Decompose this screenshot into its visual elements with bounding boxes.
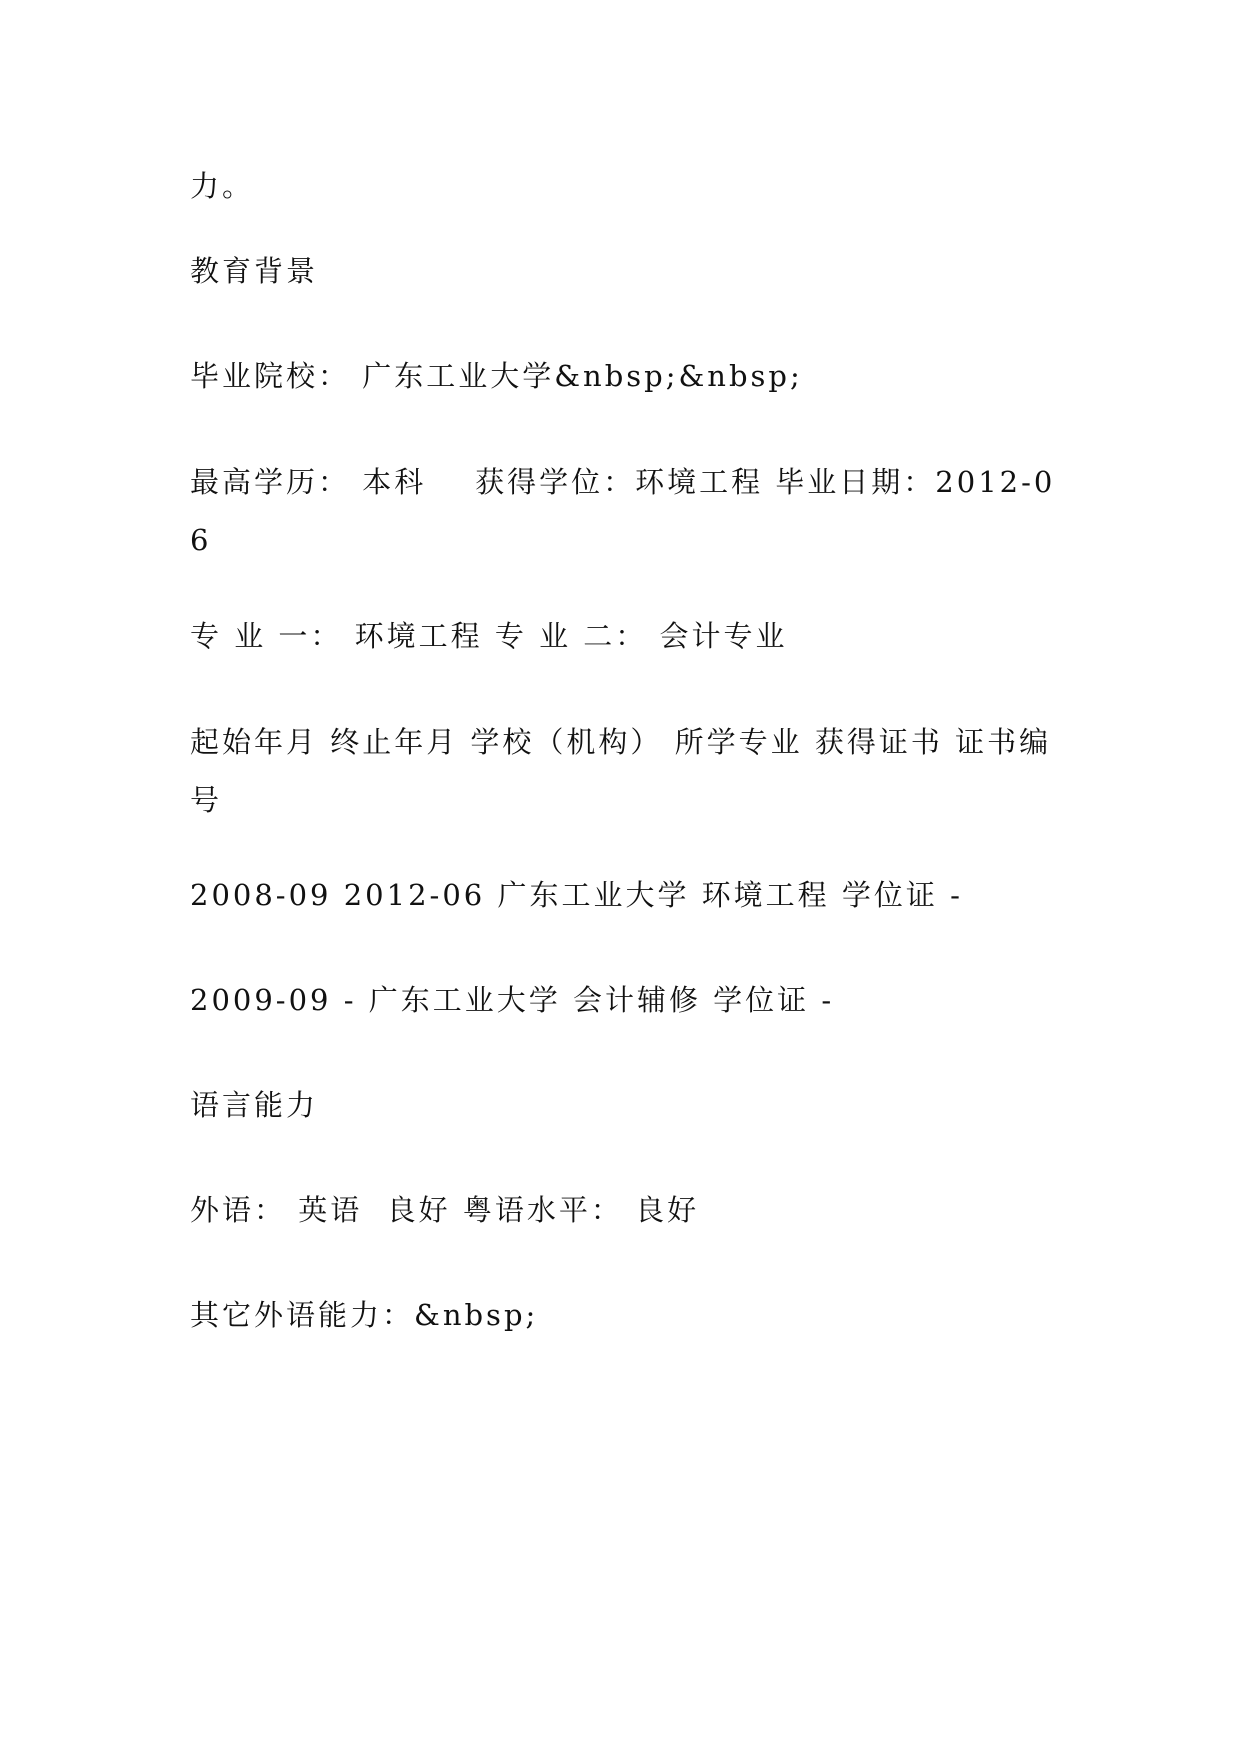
education-row-2: 2009-09 - 广东工业大学 会计辅修 学位证 - [190,983,835,1017]
section-heading-education: 教育背景 [190,254,319,288]
education-table-header: 起始年月 终止年月 学校（机构） 所学专业 获得证书 证书编号 [190,725,1052,817]
education-row-1: 2008-09 2012-06 广东工业大学 环境工程 学位证 - [190,878,963,912]
text-line-majors: 专 业 一： 环境工程 专 业 二： 会计专业 [190,619,788,653]
text-line-other-languages: 其它外语能力：&nbsp; [190,1298,539,1332]
text-line-languages: 外语： 英语 良好 粤语水平： 良好 [190,1193,700,1227]
text-line-school: 毕业院校： 广东工业大学&nbsp;&nbsp; [190,359,803,393]
section-heading-language: 语言能力 [190,1088,319,1122]
text-line-degree: 最高学历： 本科 获得学位：环境工程 毕业日期：2012-06 [190,465,1056,557]
text-line-continuation: 力。 [190,169,255,203]
